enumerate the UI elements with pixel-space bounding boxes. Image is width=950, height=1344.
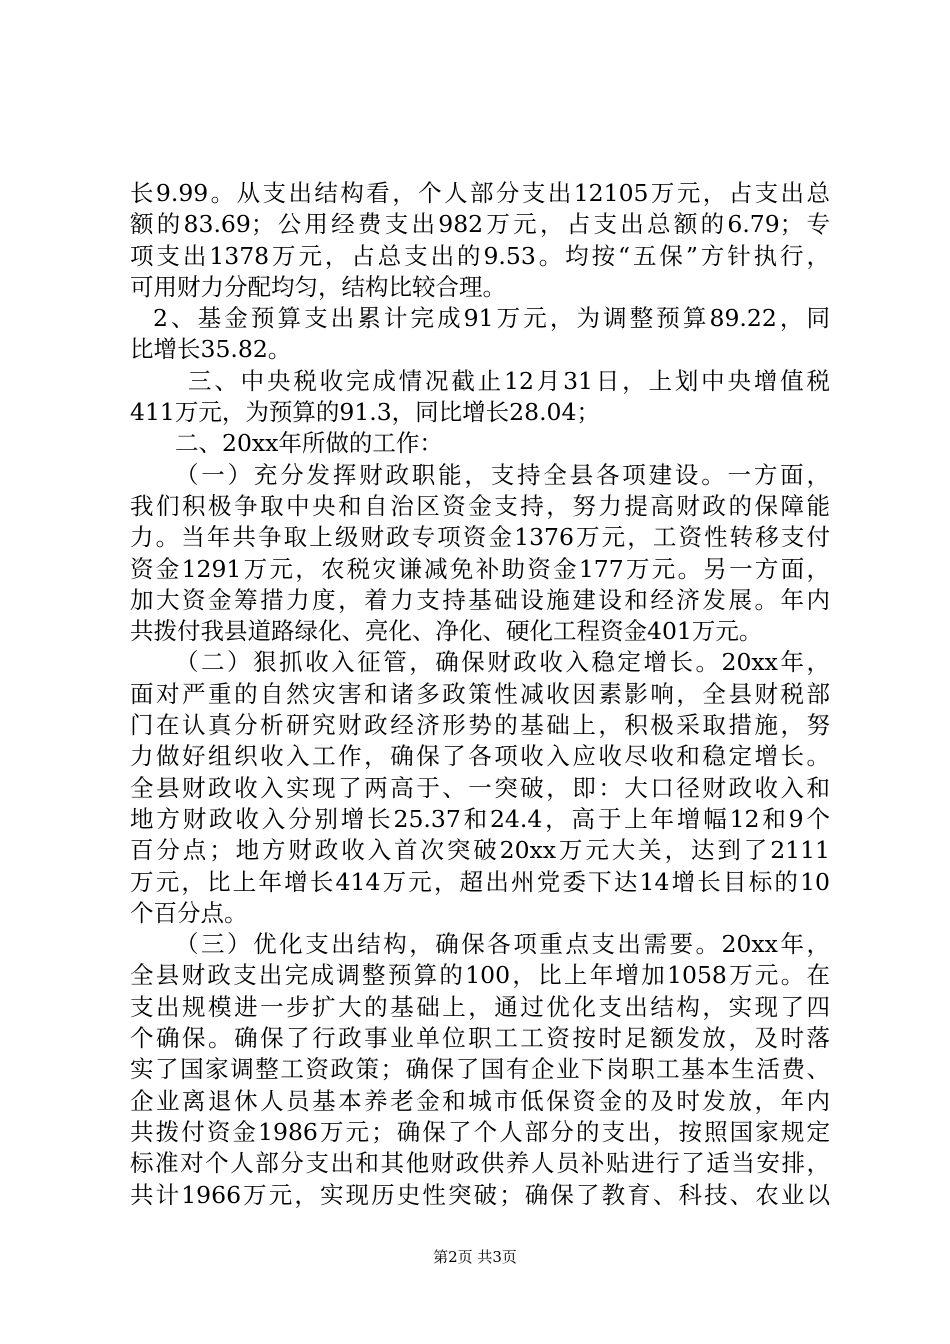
text-line: （二）狠抓收入征管，确保财政收入稳定增长。20xx年，: [175, 648, 830, 677]
text-line: 个确保。确保了行政事业单位职工工资按时足额发放，及时落: [130, 1024, 830, 1053]
text-line: 力做好组织收入工作，确保了各项收入应收尽收和稳定增长。: [130, 742, 830, 771]
text-line: 共计1966万元，实现历史性突破；确保了教育、科技、农业以: [130, 1180, 830, 1209]
text-line: 可用财力分配均匀，结构比较合理。: [130, 272, 506, 301]
text-line: 加大资金筹措力度，着力支持基础设施建设和经济发展。年内: [130, 585, 830, 614]
text-line: 比增长35.82。: [130, 335, 292, 364]
text-line: 项支出1378万元，占总支出的9.53。均按“五保”方针执行，: [130, 241, 830, 270]
text-line: 门在认真分析研究财政经济形势的基础上，积极采取措施，努: [130, 711, 830, 740]
text-line: 长9.99。从支出结构看，个人部分支出12105万元，占支出总: [130, 179, 830, 207]
text-line: 共拨付我县道路绿化、亮化、净化、硬化工程资金401万元。: [130, 617, 763, 646]
text-line: 地方财政收入分别增长25.37和24.4，高于上年增幅12和9个: [130, 804, 830, 833]
document-body: [130, 178, 830, 1211]
text-line: 全县财政支出完成调整预算的100，比上年增加1058万元。在: [130, 961, 830, 990]
text-line: （一）充分发挥财政职能，支持全县各项建设。一方面，: [175, 460, 830, 489]
text-line: 标准对个人部分支出和其他财政供养人员补贴进行了适当安排，: [130, 1149, 830, 1178]
text-line: 全县财政收入实现了两高于、一突破，即：大口径财政收入和: [130, 773, 830, 802]
text-line: 个百分点。: [130, 898, 248, 927]
text-line: 三、中央税收完成情况截止12月31日，上划中央增值税: [188, 366, 830, 395]
text-line: 我们积极争取中央和自治区资金支持，努力提高财政的保障能: [130, 491, 830, 520]
text-line: 企业离退休人员基本养老金和城市低保资金的及时发放，年内: [130, 1086, 830, 1115]
text-line: （三）优化支出结构，确保各项重点支出需要。20xx年，: [175, 930, 830, 959]
text-line: 百分点；地方财政收入首次突破20xx万元大关，达到了2111: [130, 836, 830, 865]
text-line: 资金1291万元，农税灾谦减免补助资金177万元。另一方面，: [130, 554, 830, 583]
text-line: 万元，比上年增长414万元，超出州党委下达14增长目标的10: [130, 867, 830, 896]
text-line: 411万元，为预算的91.3，同比增长28.04；: [130, 398, 600, 427]
text-line: 力。当年共争取上级财政专项资金1376万元，工资性转移支付: [130, 523, 830, 552]
text-line: 支出规模进一步扩大的基础上，通过优化支出结构，实现了四: [130, 992, 830, 1021]
page-number-footer: 第2页 共3页: [433, 1248, 517, 1266]
text-line: 面对严重的自然灾害和诸多政策性减收因素影响，全县财税部: [130, 679, 830, 708]
section-heading: 二、20xx年所做的工作：: [175, 429, 443, 458]
text-line: 共拨付资金1986万元；确保了个人部分的支出，按照国家规定: [130, 1117, 830, 1146]
text-line: 额的83.69；公用经费支出982万元，占支出总额的6.79；专: [130, 210, 830, 239]
text-line: 实了国家调整工资政策；确保了国有企业下岗职工基本生活费、: [130, 1055, 830, 1084]
text-line: 2、基金预算支出累计完成91万元，为调整预算89.22，同: [153, 304, 830, 333]
